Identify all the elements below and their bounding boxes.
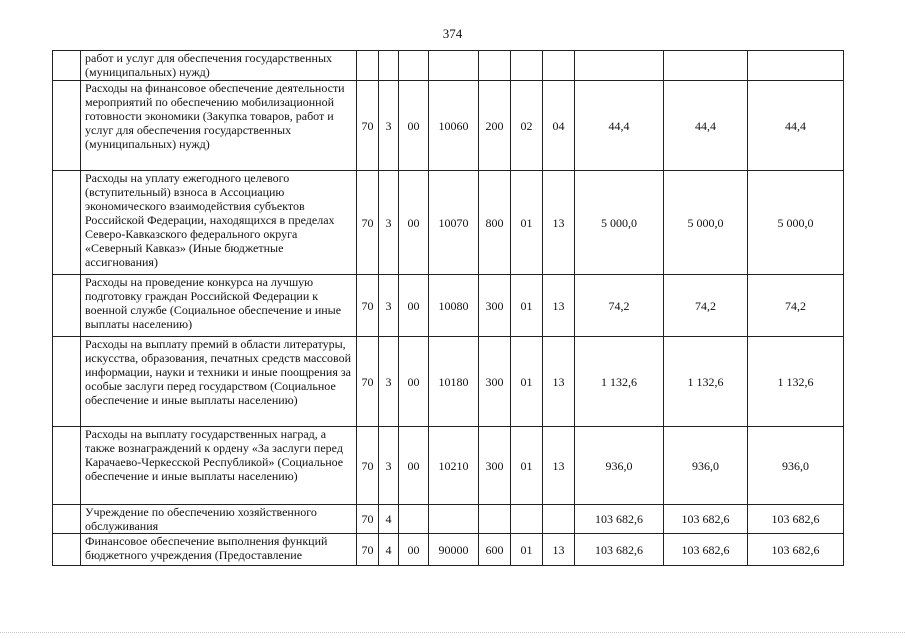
table-row — [53, 171, 844, 275]
row-code-cell: 13 — [543, 427, 575, 505]
table-row — [53, 534, 844, 566]
row-amount-cell: 103 682,6 — [664, 505, 748, 534]
row-code-cell: 3 — [379, 275, 399, 337]
row-margin-cell — [53, 534, 81, 566]
row-code-cell — [379, 51, 399, 81]
row-code-cell — [357, 51, 379, 81]
row-amount-cell: 5 000,0 — [748, 171, 844, 275]
row-name-cell: Расходы на выплату государственных наград, а также вознаграждений к ордену «За заслуги перед Карачаево-Черкесской Республикой» (Социальное обеспечение и иные выплаты населению) — [81, 427, 357, 505]
row-code-cell: 10210 — [429, 427, 479, 505]
row-code-cell: 70 — [357, 505, 379, 534]
row-code-cell: 300 — [479, 337, 511, 427]
row-name-cell: Расходы на выплату премий в области литературы, искусства, образования, печатных средств массовой информации, науки и техники и иные поощрения за особые заслуги перед государством (Социальное обеспечение и иные выплаты населению) — [81, 337, 357, 427]
row-code-cell — [399, 505, 429, 534]
row-code-cell: 10180 — [429, 337, 479, 427]
row-name-cell: Учреждение по обеспечению хозяйственного обслуживания — [81, 505, 357, 534]
row-name-cell: Расходы на проведение конкурса на лучшую подготовку граждан Российской Федерации к военной службе (Социальное обеспечение и иные выплаты населению) — [81, 275, 357, 337]
row-amount-cell: 103 682,6 — [575, 534, 664, 566]
row-code-cell: 13 — [543, 275, 575, 337]
row-code-cell — [511, 505, 543, 534]
row-code-cell: 300 — [479, 427, 511, 505]
row-code-cell: 13 — [543, 171, 575, 275]
row-code-cell: 4 — [379, 505, 399, 534]
row-amount-cell: 44,4 — [748, 81, 844, 171]
row-amount-cell: 936,0 — [748, 427, 844, 505]
row-amount-cell: 5 000,0 — [664, 171, 748, 275]
row-code-cell: 4 — [379, 534, 399, 566]
row-code-cell — [429, 505, 479, 534]
row-amount-cell: 74,2 — [664, 275, 748, 337]
row-code-cell: 70 — [357, 275, 379, 337]
row-code-cell: 00 — [399, 337, 429, 427]
row-amount-cell — [664, 51, 748, 81]
table-row — [53, 51, 844, 81]
row-amount-cell: 44,4 — [575, 81, 664, 171]
row-code-cell — [429, 51, 479, 81]
row-margin-cell — [53, 275, 81, 337]
row-margin-cell — [53, 505, 81, 534]
row-amount-cell — [575, 51, 664, 81]
row-code-cell: 02 — [511, 81, 543, 171]
row-code-cell: 01 — [511, 171, 543, 275]
row-code-cell: 00 — [399, 427, 429, 505]
row-margin-cell — [53, 171, 81, 275]
row-code-cell — [511, 51, 543, 81]
row-amount-cell: 103 682,6 — [664, 534, 748, 566]
row-amount-cell: 936,0 — [575, 427, 664, 505]
row-code-cell: 01 — [511, 534, 543, 566]
row-code-cell: 70 — [357, 337, 379, 427]
row-margin-cell — [53, 81, 81, 171]
row-amount-cell: 44,4 — [664, 81, 748, 171]
row-code-cell — [479, 51, 511, 81]
scan-bottom-edge — [0, 632, 905, 634]
table-row — [53, 427, 844, 505]
row-amount-cell: 74,2 — [575, 275, 664, 337]
row-code-cell: 01 — [511, 337, 543, 427]
row-code-cell: 00 — [399, 534, 429, 566]
row-margin-cell — [53, 51, 81, 81]
row-code-cell: 01 — [511, 275, 543, 337]
table-row — [53, 505, 844, 534]
row-name-cell: работ и услуг для обеспечения государственных (муниципальных) нужд) — [81, 51, 357, 81]
row-code-cell: 3 — [379, 337, 399, 427]
row-margin-cell — [53, 427, 81, 505]
row-code-cell: 300 — [479, 275, 511, 337]
row-code-cell: 10070 — [429, 171, 479, 275]
row-code-cell — [543, 505, 575, 534]
row-name-cell: Расходы на финансовое обеспечение деятельности мероприятий по обеспечению мобилизационной готовности экономики (Закупка товаров, работ и услуг для обеспечения государственных (муниципальных) нужд) — [81, 81, 357, 171]
row-code-cell: 800 — [479, 171, 511, 275]
row-margin-cell — [53, 337, 81, 427]
page-number: 374 — [442, 26, 463, 41]
row-code-cell: 10060 — [429, 81, 479, 171]
row-amount-cell: 1 132,6 — [664, 337, 748, 427]
row-code-cell: 04 — [543, 81, 575, 171]
row-amount-cell: 74,2 — [748, 275, 844, 337]
row-amount-cell: 103 682,6 — [575, 505, 664, 534]
row-amount-cell: 5 000,0 — [575, 171, 664, 275]
row-code-cell: 70 — [357, 171, 379, 275]
row-code-cell: 200 — [479, 81, 511, 171]
row-code-cell: 00 — [399, 275, 429, 337]
budget-table — [52, 50, 844, 566]
row-code-cell: 3 — [379, 171, 399, 275]
row-code-cell: 70 — [357, 81, 379, 171]
row-code-cell — [543, 51, 575, 81]
row-code-cell: 600 — [479, 534, 511, 566]
row-code-cell: 3 — [379, 427, 399, 505]
row-code-cell: 00 — [399, 171, 429, 275]
row-amount-cell: 103 682,6 — [748, 534, 844, 566]
row-amount-cell — [748, 51, 844, 81]
row-code-cell: 01 — [511, 427, 543, 505]
row-code-cell: 13 — [543, 534, 575, 566]
table-row — [53, 275, 844, 337]
table-body — [53, 51, 844, 566]
row-code-cell: 00 — [399, 81, 429, 171]
row-code-cell: 90000 — [429, 534, 479, 566]
row-amount-cell: 103 682,6 — [748, 505, 844, 534]
row-code-cell — [399, 51, 429, 81]
row-code-cell: 10080 — [429, 275, 479, 337]
row-name-cell: Расходы на уплату ежегодного целевого (вступительный) взноса в Ассоциацию экономического взаимодействия субъектов Российской Федерации, находящихся в пределах Северо-Кавказского федерального округа «Северный Кавказ» (Иные бюджетные ассигнования) — [81, 171, 357, 275]
row-amount-cell: 936,0 — [664, 427, 748, 505]
row-code-cell: 3 — [379, 81, 399, 171]
row-amount-cell: 1 132,6 — [575, 337, 664, 427]
row-code-cell: 13 — [543, 337, 575, 427]
row-code-cell: 70 — [357, 534, 379, 566]
row-code-cell — [479, 505, 511, 534]
table-row — [53, 81, 844, 171]
row-name-cell: Финансовое обеспечение выполнения функций бюджетного учреждения (Предоставление — [81, 534, 357, 566]
table-row — [53, 337, 844, 427]
row-amount-cell: 1 132,6 — [748, 337, 844, 427]
row-code-cell: 70 — [357, 427, 379, 505]
